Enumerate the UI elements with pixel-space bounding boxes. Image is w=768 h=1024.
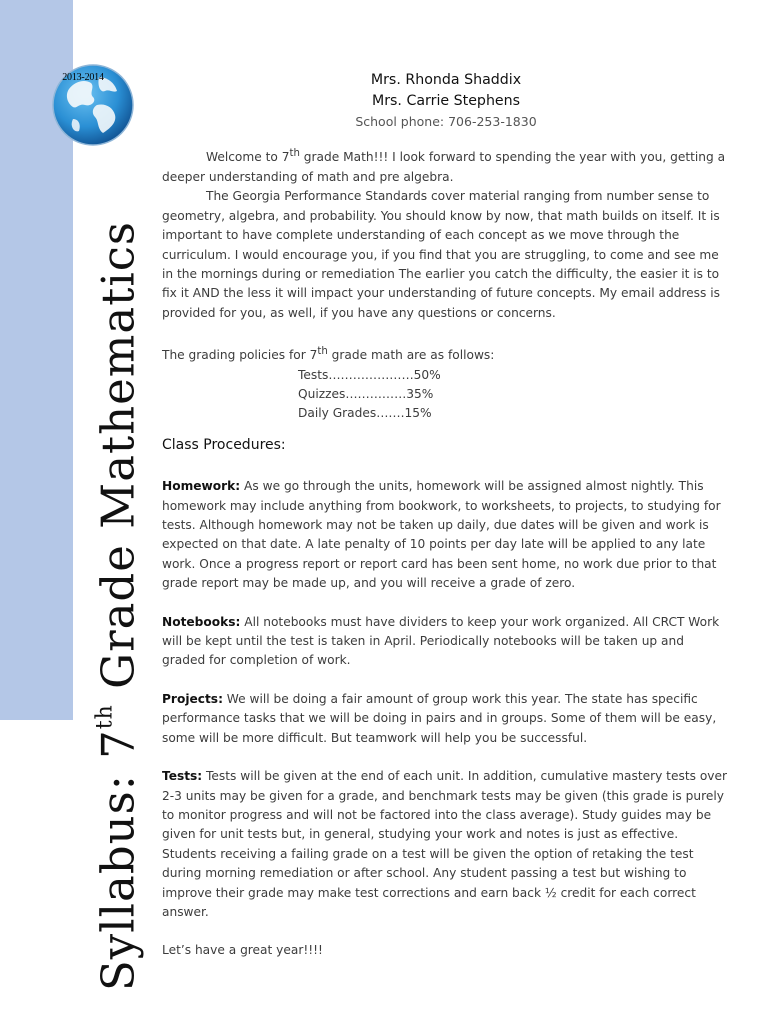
homework-text: As we go through the units, homework will be assigned almost nightly. This homework may include anything from bookwork, to worksheets, to projects, to studying for tests. Although homework may not be taken up daily, due dates will be given and work is expected on that date. A late penalty of 10 points per day late will be applied to any late work. Once a progress report or report card has been sent home, no work due prior to that grade report may be made up, and you will receive a grade of zero. (162, 479, 721, 591)
header (162, 70, 730, 131)
grade-item-tests: Tests…………………50% (298, 367, 441, 382)
closing-line: Let’s have a great year!!!! (162, 943, 323, 958)
notebooks-label: Notebooks: (162, 614, 241, 629)
notebooks-text: All notebooks must have dividers to keep your work organized. All CRCT Work will be kept until the test is taken in April. Periodically notebooks will be taken up and graded for completion of work. (162, 614, 720, 668)
grading-intro (162, 342, 730, 365)
intro-text: grade Math!!! I look forward to spending the year with you, getting a deeper understanding of math and pre algebra. (162, 150, 726, 184)
grade-item-quizzes: Quizzes……………35% (298, 387, 434, 401)
grading-list (298, 366, 730, 424)
grading-text: grade math are as follows: (327, 348, 495, 363)
class-procedures-heading: Class Procedures: (162, 436, 286, 453)
title-superscript: th (92, 704, 118, 730)
syllabus-body (162, 70, 730, 961)
projects-paragraph (162, 690, 730, 748)
intro-paragraph-1 (162, 144, 730, 187)
teacher-name-2: Mrs. Carrie Stephens (371, 93, 521, 109)
school-phone: School phone: 706-253-1830 (355, 114, 537, 129)
intro-superscript: th (289, 148, 300, 160)
intro-paragraph-2: The Georgia Performance Standards cover material ranging from number sense to geometry, algebra, and probability. You should know by now, that math builds on itself. It is important to have complete understanding of each concept as we move through the curriculum. I would encourage you, if you find that you are struggling, to come and see me in the mornings during or remediation The earlier you catch the difficulty, the easier it is to fix it AND the less it will impact your understanding of future concepts. My email address is provided for you, as well, if you have any questions or concerns. (162, 189, 720, 320)
document-title (92, 221, 145, 991)
teacher-name-1: Mrs. Rhonda Shaddix (370, 72, 522, 88)
grade-item-daily: Daily Grades…….15% (298, 406, 432, 421)
projects-text: We will be doing a fair amount of group work this year. The state has specific performance tasks that we will be doing in pairs and in groups. Some of them will be easy, some will be more difficult. But teamwork will help you be successful. (162, 691, 717, 745)
tests-paragraph (162, 767, 730, 922)
intro-text: Welcome to 7 (206, 150, 290, 165)
title-prefix: Syllabus: 7 (91, 729, 145, 992)
homework-paragraph (162, 477, 730, 593)
title-suffix: Grade Mathematics (91, 220, 145, 705)
notebooks-paragraph (162, 613, 730, 671)
spacer (162, 323, 730, 342)
homework-label: Homework: (162, 479, 241, 494)
grading-text: The grading policies for 7 (162, 348, 318, 363)
tests-text: Tests will be given at the end of each unit. In addition, cumulative mastery tests over 2-3 units may be given for a grade, and benchmark tests may be given (this grade is purely to monitor progress and will not be factored into the class average). Study guides may be given for unit tests but, in general, studying your work and notes is just as effective. Students receiving a failing grade on a test will be given the option of retaking the test during morning remediation or after school. Any student passing a test but wishing to improve their grade may make test corrections and earn back ½ credit for each correct answer. (162, 769, 727, 919)
tests-label: Tests: (162, 769, 203, 784)
school-year: 2013-2014 (62, 72, 104, 83)
grading-superscript: th (317, 346, 328, 358)
projects-label: Projects: (162, 691, 223, 706)
